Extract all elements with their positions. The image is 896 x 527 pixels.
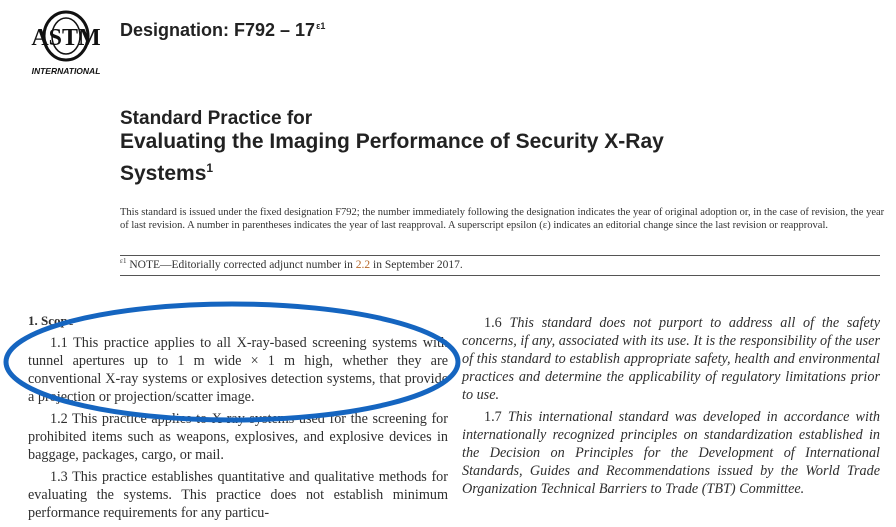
editorial-note	[120, 257, 463, 271]
astm-logo	[24, 6, 114, 78]
left-column	[28, 312, 448, 526]
title-line-1: Standard Practice for	[120, 108, 313, 129]
designation-superscript: ε1	[316, 21, 326, 31]
right-column	[462, 314, 880, 502]
logo-text: ASTM	[31, 25, 101, 51]
designation	[120, 20, 325, 41]
title-main	[120, 129, 664, 187]
title-line-2: Evaluating the Imaging Performance of Security X-Ray	[120, 130, 664, 153]
scope-heading: 1. Scope	[28, 313, 74, 328]
note-text-before: NOTE—Editorially corrected adjunct number in	[126, 258, 356, 271]
issuance-statement: This standard is issued under the fixed designation F792; the number immediately following the designation indicates the year of original adoption or, in the case of revision, the year of last revision. A number in parentheses indicates the year of last reapproval. A superscript epsilon (ε) indicates an editorial change since the last revision or reapproval.	[120, 207, 885, 231]
paragraph-1-3: 1.3 This practice establishes quantitative and qualitative methods for evaluating the systems. This practice does not establish minimum performance requirements for any particu-	[28, 469, 448, 521]
logo-subtitle: INTERNATIONAL	[31, 66, 101, 76]
title-footnote: 1	[206, 161, 214, 175]
paragraph-1-2: 1.2 This practice applies to X-ray systems used for the screening for prohibited items such as weapons, explosives, and explosive devices in baggage, packages, cargo, or mail.	[28, 411, 448, 463]
note-superscript: ε1	[120, 257, 127, 265]
paragraph-1-6	[462, 314, 880, 404]
paragraph-1-6-text: This standard does not purport to address all of the safety concerns, if any, associated with its use. It is the responsibility of the user of this standard to establish appropriate safety, health and environmental practices and determine the applicability of regulatory limitations prior to use.	[462, 315, 880, 403]
note-text-after: in September 2017.	[370, 258, 463, 271]
note-top-rule	[120, 255, 880, 256]
paragraph-1-1: 1.1 This practice applies to all X-ray-based screening systems with tunnel apertures up to 1 m wide × 1 m high, whether they are conventional X-ray systems or explosives detection systems, that provide a projection or projection/scatter image.	[28, 335, 448, 405]
note-link-2-2[interactable]: 2.2	[355, 258, 371, 271]
paragraph-1-7-number: 1.7	[484, 409, 508, 425]
note-bottom-rule	[120, 275, 880, 276]
paragraph-1-6-number: 1.6	[484, 315, 510, 331]
paragraph-1-7	[462, 408, 880, 498]
designation-label: Designation: F792 – 17	[120, 20, 316, 40]
title-line-3: Systems	[120, 162, 207, 185]
paragraph-1-7-text: This international standard was developed in accordance with internationally recognized principles on standardization established in the Decision on Principles for the Development of International Standards, Guides and Recommendations issued by the World Trade Organization Technical Barriers to Trade (TBT) Committee.	[462, 409, 880, 497]
